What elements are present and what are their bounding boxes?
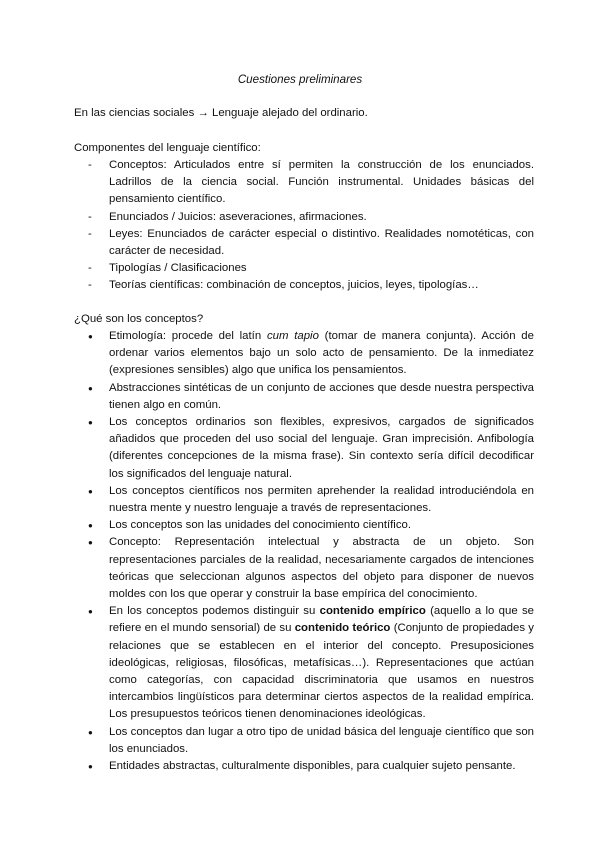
list-item <box>74 328 534 380</box>
document-title: Cuestiones preliminares <box>237 73 363 86</box>
intro-line: En las ciencias sociales → Lenguaje alejado del ordinario. <box>74 107 368 119</box>
list-item: - Teorías científicas: combinación de conceptos, juicios, leyes, tipologías… <box>74 277 534 294</box>
list-item: ● Los conceptos son las unidades del conocimiento científico. <box>74 517 534 534</box>
list-item: ● Concepto: Representación intelectual y abstracta de un objeto. Son representaciones parciales de la realidad, necesariamente cargados de intenciones teóricas que seleccionan algunos aspectos del objeto para disponer de nuevos moldes con los que operar y construir la base empírica del conocimiento. <box>74 534 534 603</box>
list-item: ● Los conceptos científicos nos permiten aprehender la realidad introduciéndola en nuestra mente y nuestro lenguaje a través de representaciones. <box>74 483 534 517</box>
latin-term: cum tapio <box>266 330 319 342</box>
list-item <box>74 603 534 723</box>
list-item: ● Abstracciones sintéticas de un conjunto de acciones que desde nuestra perspectiva tienen algo en común. <box>74 380 534 414</box>
list-item: ● Los conceptos dan lugar a otro tipo de unidad básica del lenguaje científico que son los enunciados. <box>74 724 534 758</box>
concepts-list <box>74 328 534 775</box>
list-item: - Conceptos: Articulados entre sí permiten la construcción de los enunciados. Ladrillos de la ciencia social. Función instrumental. Unidades básicas del pensamiento científico. <box>74 157 534 209</box>
bold-term: contenido teórico <box>294 622 391 635</box>
components-list <box>74 157 534 295</box>
item-text: En los conceptos podemos distinguir su <box>109 605 320 618</box>
list-item: ● Entidades abstractas, culturalmente disponibles, para cualquier sujeto pensante. <box>74 758 534 775</box>
list-item: ● Los conceptos ordinarios son flexibles, expresivos, cargados de significados añadidos que proceden del uso social del lenguaje. Gran imprecisión. Anfibología (diferentes concepciones de la misma frase). Sin contexto sería difícil decodificar los significados del lenguaje natural. <box>74 414 534 483</box>
list-item: - Enunciados / Juicios: aseveraciones, afirmaciones. <box>74 209 534 226</box>
item-text: (tomar de manera conjunta). Acción de ordenar varios elementos bajo un solo acto de pensamiento. De la inmediatez (expresiones sensibles) algo que unifica los pensamientos. <box>109 330 534 377</box>
bold-term: contenido empírico <box>319 605 426 618</box>
list-item: - Leyes: Enunciados de carácter especial o distintivo. Realidades nomotéticas, con carácter de necesidad. <box>74 226 534 260</box>
concepts-heading: ¿Qué son los conceptos? <box>74 313 204 325</box>
item-text: (Conjunto de propiedades y relaciones que se establecen en el interior del concepto. Presuposiciones ideológicas, religiosas, filosóficas, metafísicas…). Representaciones que actúan como categorías, con capacidad discriminatoria que usamos en nuestros intercambios lingüísticos para determinar ciertos aspectos de la realidad empírica. Los presupuestos teóricos tienen denominaciones ideológicas. <box>109 622 534 721</box>
list-item: - Tipologías / Clasificaciones <box>74 260 534 277</box>
item-text: Etimología: procede del latín <box>109 330 267 342</box>
components-heading: Componentes del lenguaje científico: <box>74 142 261 154</box>
item-text: (aquello a lo que se refiere en el mundo sensorial) de su <box>109 605 534 635</box>
